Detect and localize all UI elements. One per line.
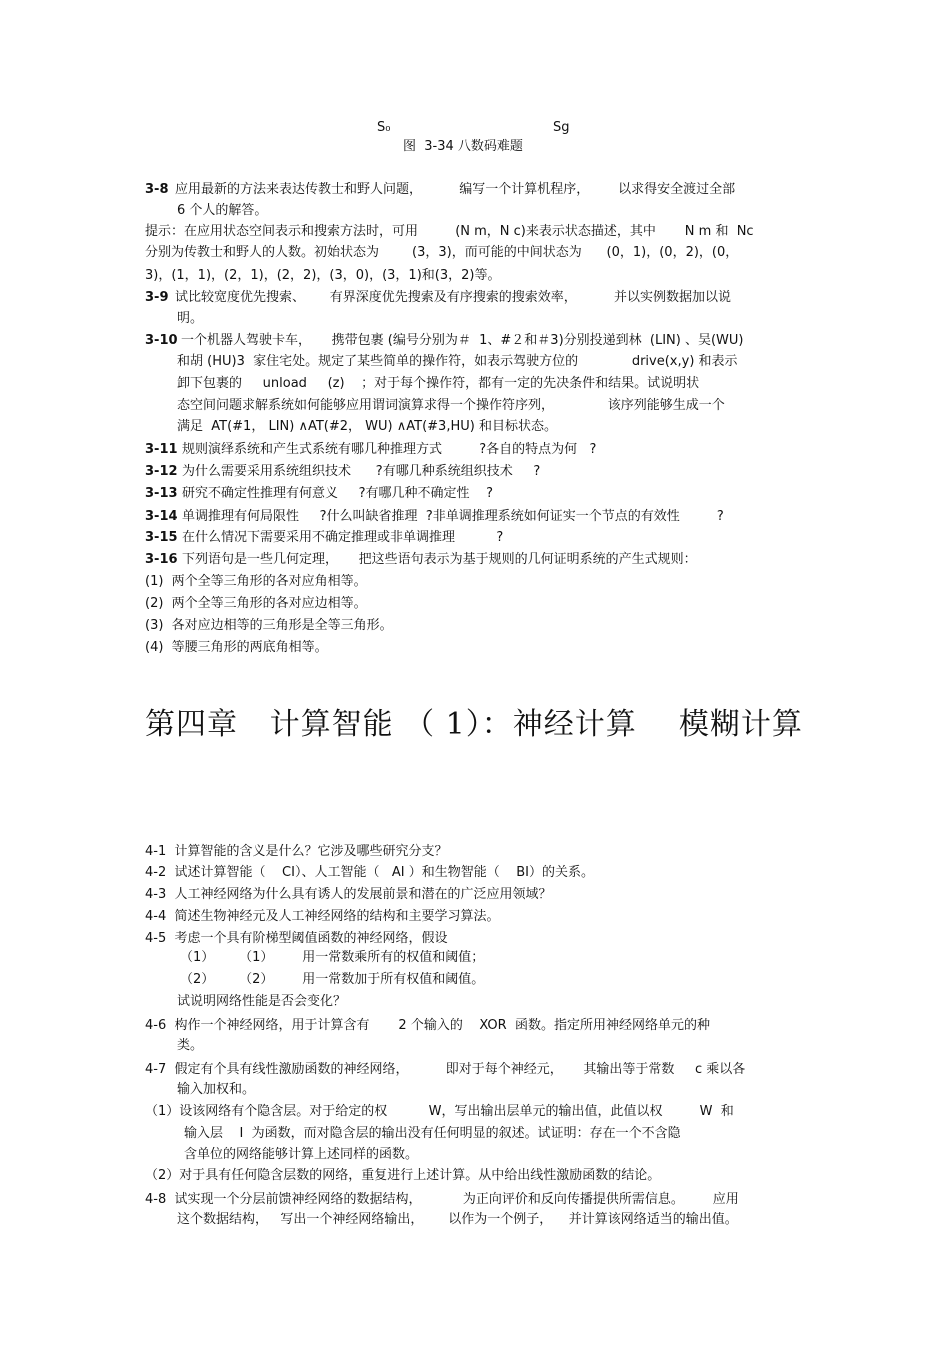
question-number-3-16: 3-16 — [145, 552, 178, 567]
chapter-title: 第四章 计算智能 （ 1）：神经计算 模糊计算 — [145, 707, 803, 742]
question-3-8-line1: 应用最新的方法来表达传教士和野人问题， 编写一个计算机程序， 以求得安全渡过全部 — [175, 182, 736, 197]
question-3-13-text: 研究不确定性推理有何意义 ?有哪几种不确定性 ? — [182, 486, 493, 501]
question-number-3-13: 3-13 — [145, 486, 178, 501]
question-4-7-part2: （2）对于具有任何隐含层数的网络，重复进行上述计算。从中给出线性激励函数的结论。 — [145, 1168, 661, 1183]
question-4-1: 4-1 计算智能的含义是什么？它涉及哪些研究分支？ — [145, 844, 448, 859]
question-4-6-line2: 类。 — [177, 1038, 204, 1053]
question-4-3: 4-3 人工神经网络为什么具有诱人的发展前景和潜在的广泛应用领域？ — [145, 887, 552, 902]
question-4-4: 4-4 简述生物神经元及人工神经网络的结构和主要学习算法。 — [145, 909, 500, 924]
question-4-8-line1: 4-8 试实现一个分层前馈神经网络的数据结构， 为正向评价和反向传播提供所需信息。 应用 — [145, 1192, 739, 1207]
list-item: (1) 两个全等三角形的各对应角相等。 — [145, 574, 367, 589]
question-4-5-sub2: （2） （2） 用一常数加于所有权值和阈值。 — [180, 972, 485, 987]
question-4-8-line2: 这个数据结构， 写出一个神经网络输出， 以作为一个例子， 并计算该网络适当的输出值。 — [177, 1212, 738, 1227]
question-3-9-line1: 试比较宽度优先搜索、 有界深度优先搜索及有序搜索的搜索效率， 并以实例数据加以说 — [175, 290, 731, 305]
question-3-9-line2: 明。 — [177, 311, 204, 326]
question-4-7-part1-line3: 含单位的网络能够计算上述同样的函数。 — [184, 1147, 419, 1162]
question-3-10-line5: 满足 AT(#1， LIN) ∧AT(#2， WU) ∧AT(#3,HU) 和目标状态。 — [177, 419, 557, 434]
hint-line1: 提示：在应用状态空间表示和搜索方法时，可用 (N m，N c)来表示状态描述，其中 N m 和 Nc — [145, 224, 754, 239]
question-3-16-text: 下列语句是一些几何定理， 把这些语句表示为基于规则的几何证明系统的产生式规则： — [182, 552, 697, 567]
question-4-7-part1-line2: 输入层 I 为函数，而对隐含层的输出没有任何明显的叙述。试证明：存在一个不含隐 — [184, 1126, 681, 1141]
figure-caption: 图 3-34 八数码难题 — [403, 139, 523, 154]
question-number-3-10: 3-10 — [145, 333, 178, 348]
question-3-10-line4: 态空间问题求解系统如何能够应用谓词演算求得一个操作符序列， 该序列能够生成一个 — [177, 398, 725, 413]
question-number-3-9: 3-9 — [145, 290, 169, 305]
question-3-10-line1: 一个机器人驾驶卡车， 携带包裹 (编号分别为＃ 1、#２和＃3)分别投递到林 (LIN) 、吴(WU) — [181, 333, 744, 348]
question-3-8-line2: 6 个人的解答。 — [177, 203, 268, 218]
hint-line2: 分别为传教士和野人的人数。初始状态为 (3，3)，而可能的中间状态为 (0，1)，(0，2)，(0， — [145, 245, 739, 260]
question-3-15-text: 在什么情况下需要采用不确定推理或非单调推理 ? — [182, 530, 504, 545]
question-3-10-line2: 和胡 (HU)3 家住宅处。规定了某些简单的操作符，如表示驾驶方位的 drive(x,y) 和表示 — [177, 354, 738, 369]
question-number-3-11: 3-11 — [145, 442, 178, 457]
question-4-7-line2: 输入加权和。 — [177, 1082, 256, 1097]
question-number-3-12: 3-12 — [145, 464, 178, 479]
list-item: (2) 两个全等三角形的各对应边相等。 — [145, 596, 367, 611]
question-3-11-text: 规则演绎系统和产生式系统有哪几种推理方式 ?各自的特点为何 ? — [182, 442, 597, 457]
question-4-2: 4-2 试述计算智能（ CI）、人工智能（ AI ）和生物智能（ BI）的关系。 — [145, 865, 594, 880]
figure-label-goal: Sg — [553, 120, 570, 135]
question-4-5-line2: 试说明网络性能是否会变化？ — [177, 994, 347, 1009]
question-number-3-15: 3-15 — [145, 530, 178, 545]
question-number-3-14: 3-14 — [145, 509, 178, 524]
figure-label-start: S₀ — [377, 120, 391, 135]
question-4-5-sub1: （1） （1） 用一常数乘所有的权值和阈值； — [180, 950, 485, 965]
question-4-7-line1: 4-7 假定有个具有线性激励函数的神经网络， 即对于每个神经元， 其输出等于常数 c 乘以各 — [145, 1062, 746, 1077]
question-4-6-line1: 4-6 构作一个神经网络，用于计算含有 2 个输入的 XOR 函数。指定所用神经网络单元的种 — [145, 1018, 710, 1033]
question-4-5-line1: 4-5 考虑一个具有阶梯型阈值函数的神经网络，假设 — [145, 931, 448, 946]
question-3-12-text: 为什么需要采用系统组织技术 ?有哪几种系统组织技术 ? — [182, 464, 541, 479]
question-3-10-line3: 卸下包裹的 unload (z) ；对于每个操作符，都有一定的先决条件和结果。试说明状 — [177, 376, 700, 391]
question-3-14-text: 单调推理有何局限性 ?什么叫缺省推理 ?非单调推理系统如何证实一个节点的有效性 ? — [182, 509, 724, 524]
question-number-3-8: 3-8 — [145, 182, 169, 197]
question-4-7-part1-line1: （1）设该网络有个隐含层。对于给定的权 W，写出输出层单元的输出值，此值以权 W 和 — [145, 1104, 734, 1119]
list-item: (4) 等腰三角形的两底角相等。 — [145, 640, 328, 655]
list-item: (3) 各对应边相等的三角形是全等三角形。 — [145, 618, 393, 633]
hint-line3: 3)，(1，1)，(2，1)，(2，2)，(3，0)，(3，1)和(3，2)等。 — [145, 268, 501, 283]
